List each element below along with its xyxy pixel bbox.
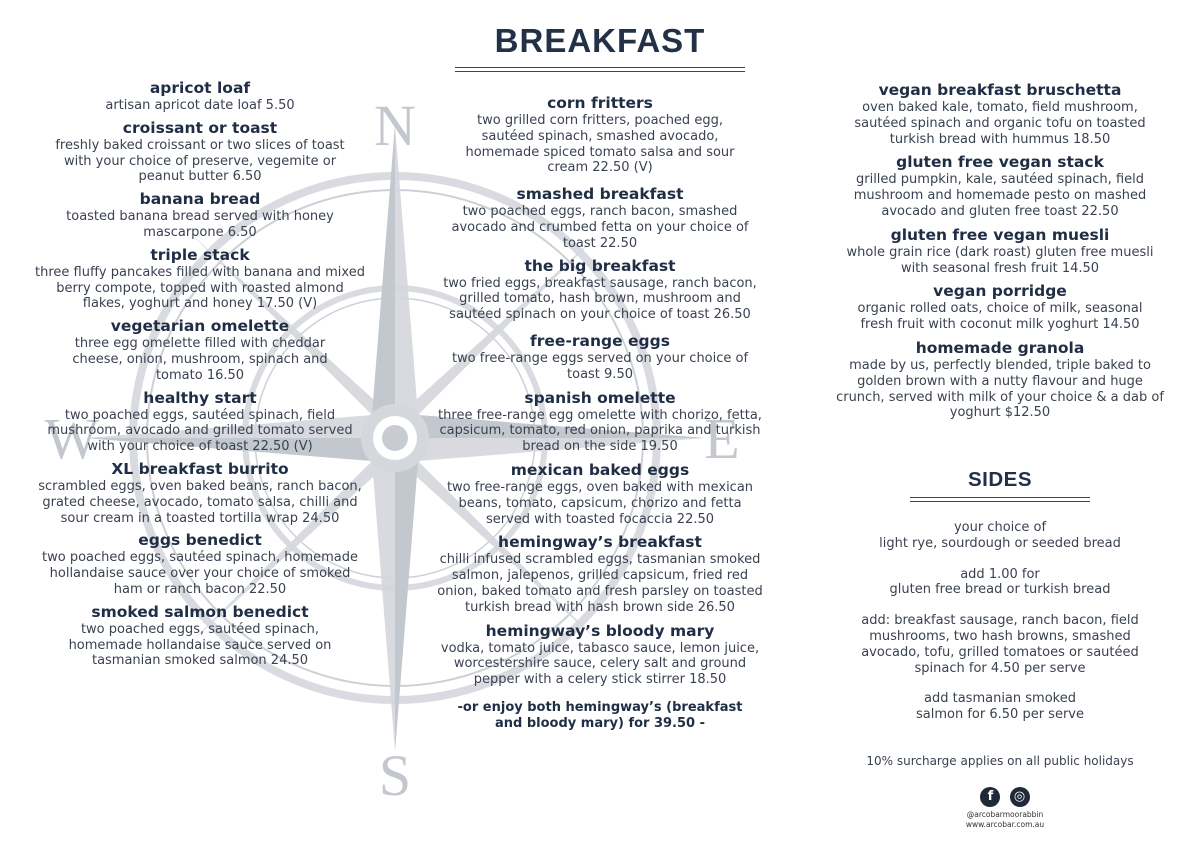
sides-gf-intro: add 1.00 for [960, 566, 1040, 582]
menu-item [30, 317, 370, 383]
item-name: homemade granola [915, 338, 1085, 357]
menu-item [30, 460, 370, 526]
right-column [830, 81, 1170, 421]
menu-item [830, 153, 1170, 219]
sides-title: SIDES [967, 468, 1033, 491]
sides-salmon: add tasmanian smoked salmon for 6.50 per serve [916, 691, 1084, 723]
item-name: croissant or toast [122, 118, 278, 137]
item-name: hemingway’s breakfast [498, 533, 702, 552]
compass-south: S [378, 743, 412, 805]
middle-column [430, 94, 770, 732]
instagram-icon[interactable]: ◎ [1010, 787, 1030, 807]
item-description: toasted banana bread served with honey mascarpone 6.50 [66, 209, 334, 240]
item-description: three fluffy pancakes filled with banana and mixed berry compote, topped with roasted almond flakes, yoghurt and honey 17.50 (V) [35, 264, 365, 312]
item-description: made by us, perfectly blended, triple baked to golden brown with a nutty flavour and huge crunch, served with milk of your choice & a dab of yoghurt $12.50 [836, 357, 1164, 421]
item-name: vegan breakfast bruschetta [878, 81, 1122, 99]
item-description: two poached eggs, ranch bacon, smashed avocado and crumbed fetta on your choice of toast 22.50 [451, 204, 749, 251]
menu-item [30, 531, 370, 597]
left-column [30, 79, 370, 669]
item-description: artisan apricot date loaf 5.50 [105, 98, 295, 113]
menu-item [430, 257, 770, 323]
item-description: three free-range egg omelette with chorizo, fetta, capsicum, tomato, red onion, paprika and turkish bread on the side 19.50 [438, 407, 762, 455]
menu-item [830, 282, 1170, 333]
item-name: vegetarian omelette [110, 317, 290, 336]
menu-item [430, 461, 770, 527]
menu-item [30, 603, 370, 669]
menu-item [830, 226, 1170, 277]
item-description: chilli infused scrambled eggs, tasmanian smoked salmon, jalepenos, grilled capsicum, fried red onion, baked tomato and fresh parsley on toasted turkish bread with hash brown side 26.50 [437, 552, 763, 615]
item-description: oven baked kale, tomato, field mushroom, sautéed spinach and organic tofu on toasted turkish bread with hummus 18.50 [854, 100, 1146, 147]
website-link[interactable]: www.arcobar.com.au [965, 819, 1045, 829]
combo-note: -or enjoy both hemingway’s (breakfast and bloody mary) for 39.50 - [457, 699, 743, 731]
menu-item [430, 533, 770, 615]
sides-section [830, 468, 1170, 770]
sides-bread-options: light rye, sourdough or seeded bread [879, 535, 1121, 551]
item-name: eggs benedict [138, 531, 262, 550]
compass-north: N [374, 93, 416, 158]
item-description: two fried eggs, breakfast sausage, ranch bacon, grilled tomato, hash brown, mushroom and sautéed spinach on your choice of toast 26.50 [443, 275, 757, 323]
item-description: three egg omelette filled with cheddar cheese, onion, mushroom, spinach and tomato 16.50 [72, 336, 328, 383]
item-name: banana bread [139, 190, 261, 209]
sides-gf-options: gluten free bread or turkish bread [889, 582, 1111, 598]
menu-item [430, 185, 770, 251]
facebook-icon[interactable]: f [980, 787, 1000, 807]
sides-bread-intro: your choice of [953, 520, 1047, 535]
item-name: smashed breakfast [516, 185, 684, 204]
sides-rule-top [910, 497, 1090, 498]
item-name: free-range eggs [530, 331, 670, 350]
menu-item [830, 339, 1170, 421]
item-name: the big breakfast [524, 256, 676, 275]
item-description: vodka, tomato juice, tabasco sauce, lemon juice, worcestershire sauce, celery salt and ground pepper with a celery stick stirrer 18.50 [440, 640, 760, 688]
menu-item [30, 119, 370, 185]
menu-item [30, 190, 370, 241]
title-rule-top [455, 67, 745, 68]
item-name: healthy start [143, 388, 257, 407]
item-name: vegan porridge [933, 282, 1067, 301]
item-description: two poached eggs, sautéed spinach, field mushroom, avocado and grilled tomato served with your choice of toast 22.50 (V) [47, 407, 353, 455]
menu-item [430, 94, 770, 176]
item-description: freshly baked croissant or two slices of toast with your choice of preserve, vegemite or peanut butter 6.50 [55, 137, 345, 185]
item-name: triple stack [150, 245, 250, 264]
title-rule-bottom [455, 71, 745, 72]
item-name: gluten free vegan muesli [890, 225, 1110, 244]
item-description: two grilled corn fritters, poached egg, sautéed spinach, smashed avocado, homemade spiced tomato salsa and sour cream 22.50 (V) [465, 113, 735, 176]
menu-item [30, 389, 370, 455]
item-description: scrambled eggs, oven baked beans, ranch bacon, grated cheese, avocado, tomato salsa, chilli and sour cream in a toasted tortilla wrap 24.50 [38, 478, 362, 526]
item-description: two free-range eggs served on your choice of toast 9.50 [451, 350, 749, 382]
surcharge-note: 10% surcharge applies on all public holidays [866, 753, 1134, 768]
social-handle: @arcobarmoorabbin [966, 809, 1044, 819]
item-name: smoked salmon benedict [91, 602, 309, 621]
menu-item [430, 389, 770, 455]
item-name: XL breakfast burrito [111, 459, 289, 478]
item-description: two free-range eggs, oven baked with mexican beans, tomato, capsicum, chorizo and fetta served with toasted focaccia 22.50 [446, 479, 754, 527]
item-name: corn fritters [547, 94, 653, 112]
menu-item [30, 79, 370, 114]
menu-item [30, 246, 370, 312]
menu-title: BREAKFAST [494, 22, 706, 59]
compass-east: E [704, 406, 740, 471]
social-block [955, 786, 1055, 830]
item-description: whole grain rice (dark roast) gluten free muesli with seasonal fresh fruit 14.50 [846, 244, 1154, 276]
item-name: apricot loaf [149, 79, 251, 97]
menu-item [430, 622, 770, 688]
compass-west: W [44, 406, 100, 471]
item-description: grilled pumpkin, kale, sautéed spinach, field mushroom and homemade pesto on mashed avocado and gluten free toast 22.50 [853, 172, 1147, 219]
item-name: hemingway’s bloody mary [485, 621, 715, 640]
item-description: organic rolled oats, choice of milk, seasonal fresh fruit with coconut milk yoghurt 14.50 [857, 301, 1143, 333]
item-name: gluten free vegan stack [896, 153, 1104, 172]
sides-addons: add: breakfast sausage, ranch bacon, field mushrooms, two hash browns, smashed avocado, tofu, grilled tomatoes or sautéed spinach for 4.50 per serve [861, 613, 1139, 676]
item-description: two poached eggs, sautéed spinach, homemade hollandaise sauce over your choice of smoked ham or ranch bacon 22.50 [42, 550, 358, 597]
item-description: two poached eggs, sautéed spinach, homemade hollandaise sauce served on tasmanian smoked salmon 24.50 [68, 621, 332, 669]
item-name: mexican baked eggs [510, 460, 690, 479]
menu-item [830, 81, 1170, 147]
item-name: spanish omelette [524, 388, 676, 407]
menu-item [430, 332, 770, 383]
